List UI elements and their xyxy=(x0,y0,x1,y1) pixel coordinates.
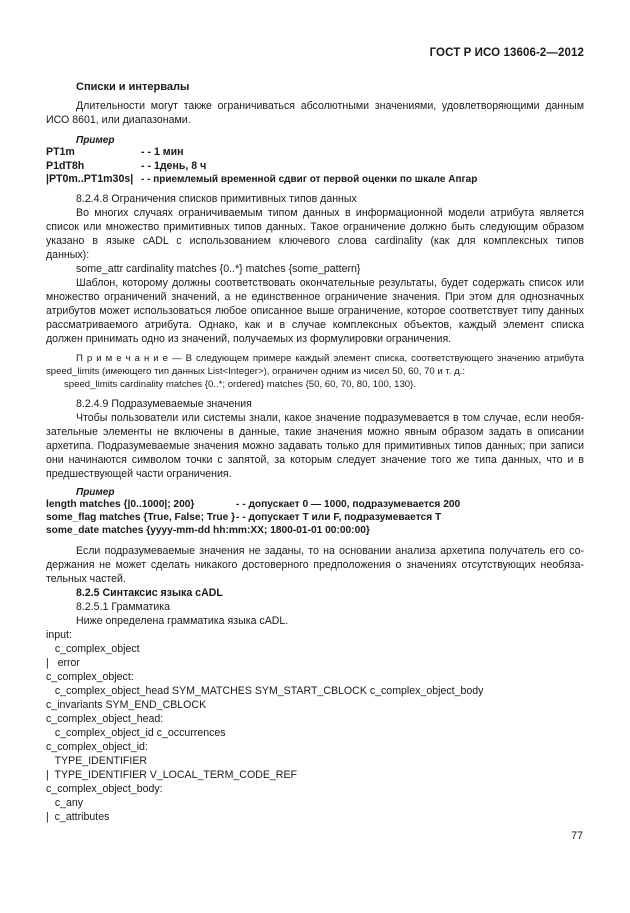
grammar-line: | TYPE_IDENTIFIER V_LOCAL_TERM_CODE_REF xyxy=(46,769,297,781)
grammar-line: c_invariants SYM_END_CBLOCK xyxy=(46,699,207,711)
grammar-line: c_complex_object_head SYM_MATCHES SYM_START_CBLOCK c_complex_object_body xyxy=(46,685,484,697)
paragraph-line: зательные элементы не включены в данные, такие значения можно явным образом задать в описании xyxy=(46,426,584,438)
paragraph-line: данных): xyxy=(46,249,90,261)
subsection-heading: 8.2.4.9 Подразумеваемые значения xyxy=(76,398,252,410)
example-code: some_date matches {yyyy-mm-dd hh:mm:XX; 1800-01-01 00:00:00} xyxy=(46,525,370,536)
paragraph-line: должен принимать одно из значений, получаемых из формулировки ограничения. xyxy=(46,333,452,345)
paragraph-line: Ниже определена грамматика языка cADL. xyxy=(76,615,289,627)
paragraph-line: Длительности могут также ограничиваться абсолютными значениями, удовлетворяющими данным xyxy=(76,100,584,112)
paragraph-line: Шаблон, которому должны соответствовать окончательные результаты, будет содержать список или xyxy=(76,277,584,289)
example-desc: - - допускает T или F, подразумевается T xyxy=(236,512,442,523)
subsection-heading: 8.2.4.8 Ограничения списков примитивных типов данных xyxy=(76,193,357,205)
example-desc: - - 1день, 8 ч xyxy=(141,160,207,172)
standard-header: ГОСТ Р ИСО 13606-2—2012 xyxy=(429,47,584,59)
note-code: speed_limits cardinality matches {0..*; ordered} matches {50, 60, 70, 80, 100, 130}. xyxy=(64,379,416,390)
example-desc: - - допускает 0 — 1000, подразумевается 200 xyxy=(236,499,461,510)
section-title-lists: Списки и интервалы xyxy=(76,81,190,93)
paragraph-line: они начинаются символом точки с запятой, за которым следует значение того же типа данных, что и в xyxy=(46,454,584,466)
example-desc: - - 1 мин xyxy=(141,146,184,158)
example-code: P1dT8h xyxy=(46,160,85,172)
paragraph-line: Чтобы пользователи или системы знали, какое значение подразумевается в том случае, если необя- xyxy=(76,412,584,424)
grammar-line: c_complex_object_id c_occurrences xyxy=(46,727,226,739)
paragraph-line: указано в языке cADL с использованием ключевого слова cardinality (как для комплексных типов xyxy=(46,235,584,247)
grammar-line: c_complex_object xyxy=(46,643,140,655)
grammar-line: | error xyxy=(46,657,80,669)
example-code: some_flag matches {True, False; True } xyxy=(46,512,236,523)
paragraph-line: Во многих случаях ограничиваемым типом данных в информационной модели атрибута является xyxy=(76,207,584,219)
grammar-line: TYPE_IDENTIFIER xyxy=(46,755,148,767)
example-code: length matches {|0..1000|; 200} xyxy=(46,499,195,510)
example-label: Пример xyxy=(76,487,115,498)
code-line: some_attr cardinality matches {0..*} matches {some_pattern} xyxy=(76,263,361,275)
example-code: PT1m xyxy=(46,146,75,158)
paragraph-line: ИСО 8601, или диапазонами. xyxy=(46,114,191,126)
paragraph-line: атрибутов может использоваться любое описанное выше ограничение, которое соответствует типу данных xyxy=(46,305,584,317)
section-heading: 8.2.5 Синтаксис языка cADL xyxy=(76,587,223,599)
example-code: |PT0m..PT1m30s| xyxy=(46,173,134,185)
paragraph-line: множество ограничений значений, а не единственное ограничение значения. При этом для однозначных xyxy=(46,291,584,303)
paragraph-line: список или множество примитивных типов данных. Такое ограничение должно быть следующим образом xyxy=(46,221,584,233)
grammar-line: c_any xyxy=(46,797,84,809)
grammar-line: c_complex_object_id: xyxy=(46,741,148,753)
paragraph-line: архетипа. Подразумеваемые значения можно задавать только для примитивных типов данных; при записи xyxy=(46,440,584,452)
example-desc: - - приемлемый временной сдвиг от первой оценки по шкале Апгар xyxy=(141,174,478,185)
page-number: 77 xyxy=(571,830,583,842)
note-line: speed_limits (имеющего тип данных List<Integer>), ограничен одним из чисел 50, 60, 70 и т. д.: xyxy=(46,366,466,377)
paragraph-line: держания не может сделать никакого достоверного предположения о значениях отсутствующих необяза- xyxy=(46,559,584,571)
paragraph-line: рассматриваемого атрибута. Однако, как и в случае комплексных объектов, каждый элемент списка xyxy=(46,319,584,331)
grammar-line: c_complex_object_body: xyxy=(46,783,163,795)
paragraph-line: Если подразумеваемые значения не заданы, то на основании анализа архетипа получатель его со- xyxy=(76,545,584,557)
example-label: Пример xyxy=(76,135,115,146)
grammar-line: c_complex_object_head: xyxy=(46,713,164,725)
grammar-line: | c_attributes xyxy=(46,811,110,823)
grammar-line: c_complex_object: xyxy=(46,671,134,683)
grammar-line: input: xyxy=(46,629,72,641)
note-line: П р и м е ч а н и е — В следующем примере каждый элемент списка, соответствующего значению атрибута xyxy=(76,353,584,364)
subsection-heading: 8.2.5.1 Грамматика xyxy=(76,601,171,613)
paragraph-line: тельных частей. xyxy=(46,573,126,585)
paragraph-line: предшествующей части ограничения. xyxy=(46,468,232,480)
